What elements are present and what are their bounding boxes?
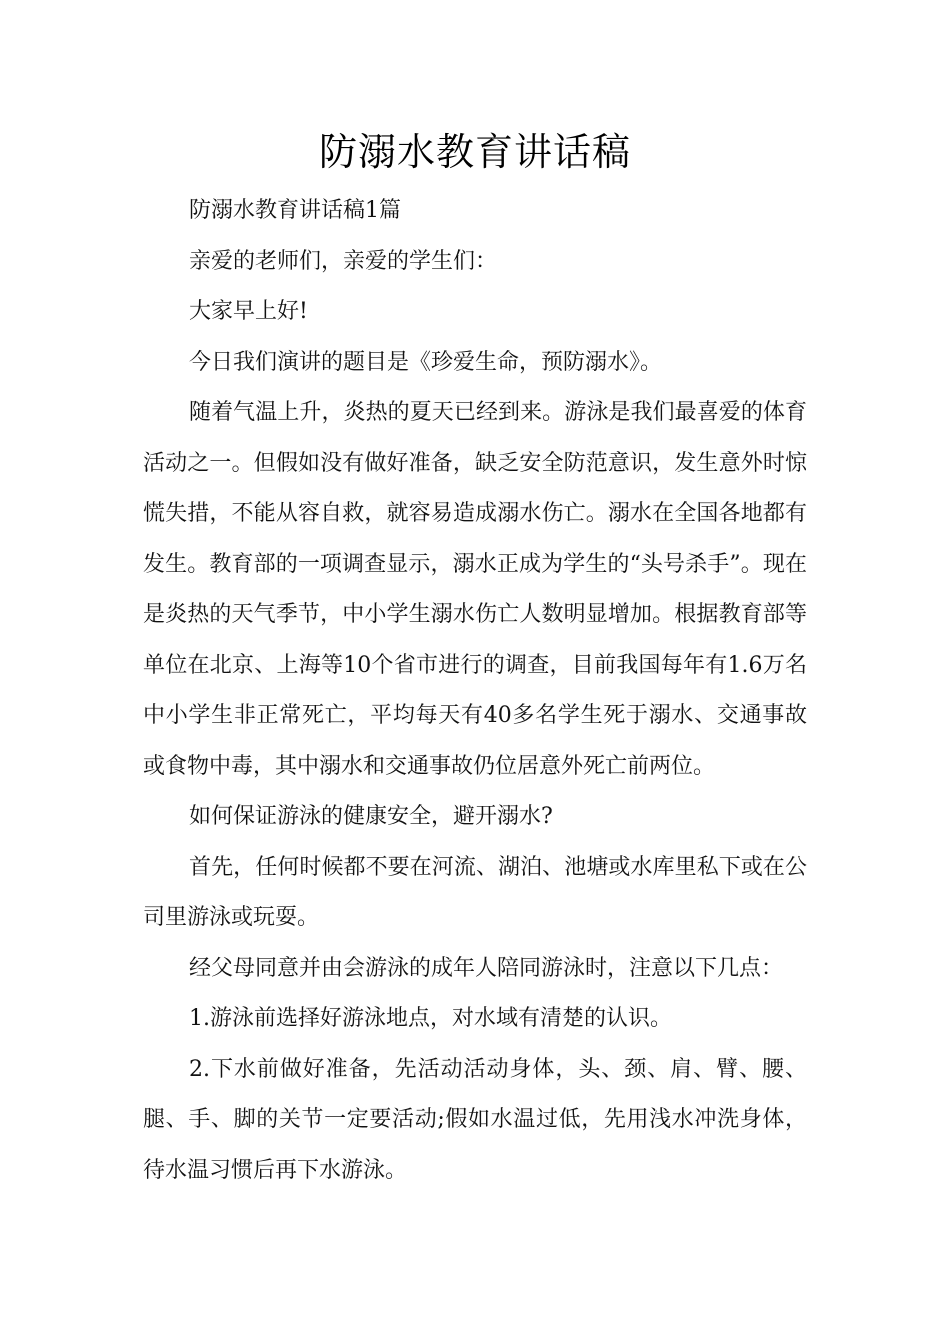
paragraph-salutation: 亲爱的老师们，亲爱的学生们： [189, 248, 498, 274]
paragraph-point-1: 1.游泳前选择好游泳地点，对水域有清楚的认识。 [189, 1006, 672, 1031]
document-title: 防溺水教育讲话稿 [318, 130, 631, 174]
paragraph-greeting: 大家早上好! [189, 299, 308, 324]
paragraph-question: 如何保证游泳的健康安全，避开溺水? [189, 804, 553, 829]
paragraph-subtitle: 防溺水教育讲话稿1篇 [189, 198, 401, 223]
paragraph-intro-points: 经父母同意并由会游泳的成年人陪同游泳时，注意以下几点： [189, 955, 784, 981]
paragraph-point-2: 2.下水前做好准备，先活动活动身体，头、颈、肩、臂、腰、腿、手、脚的关节一定要活动;假如水温过低，先用浅水冲洗身体，待水温习惯后再下水游泳。 [143, 1056, 807, 1183]
paragraph-background: 随着气温上升，炎热的夏天已经到来。游泳是我们最喜爱的体育活动之一。但假如没有做好准备，缺乏安全防范意识，发生意外时惊慌失措，不能从容自救，就容易造成溺水伤亡。溺水在全国各地都有发生。教育部的一项调查显示，溺水正成为学生的“头号杀手”。现在是炎热的天气季节，中小学生溺水伤亡人数明显增加。根据教育部等单位在北京、上海等10个省市进行的调查，目前我国每年有1.6万名中小学生非正常死亡，平均每天有40多名学生死于溺水、交通事故或食物中毒，其中溺水和交通事故仍位居意外死亡前两位。 [143, 400, 807, 779]
paragraph-topic: 今日我们演讲的题目是《珍爱生命，预防溺水》。 [189, 349, 663, 375]
paragraph-first-rule: 首先，任何时候都不要在河流、湖泊、池塘或水库里私下或在公司里游泳或玩耍。 [143, 854, 807, 930]
document-body [143, 124, 807, 1196]
